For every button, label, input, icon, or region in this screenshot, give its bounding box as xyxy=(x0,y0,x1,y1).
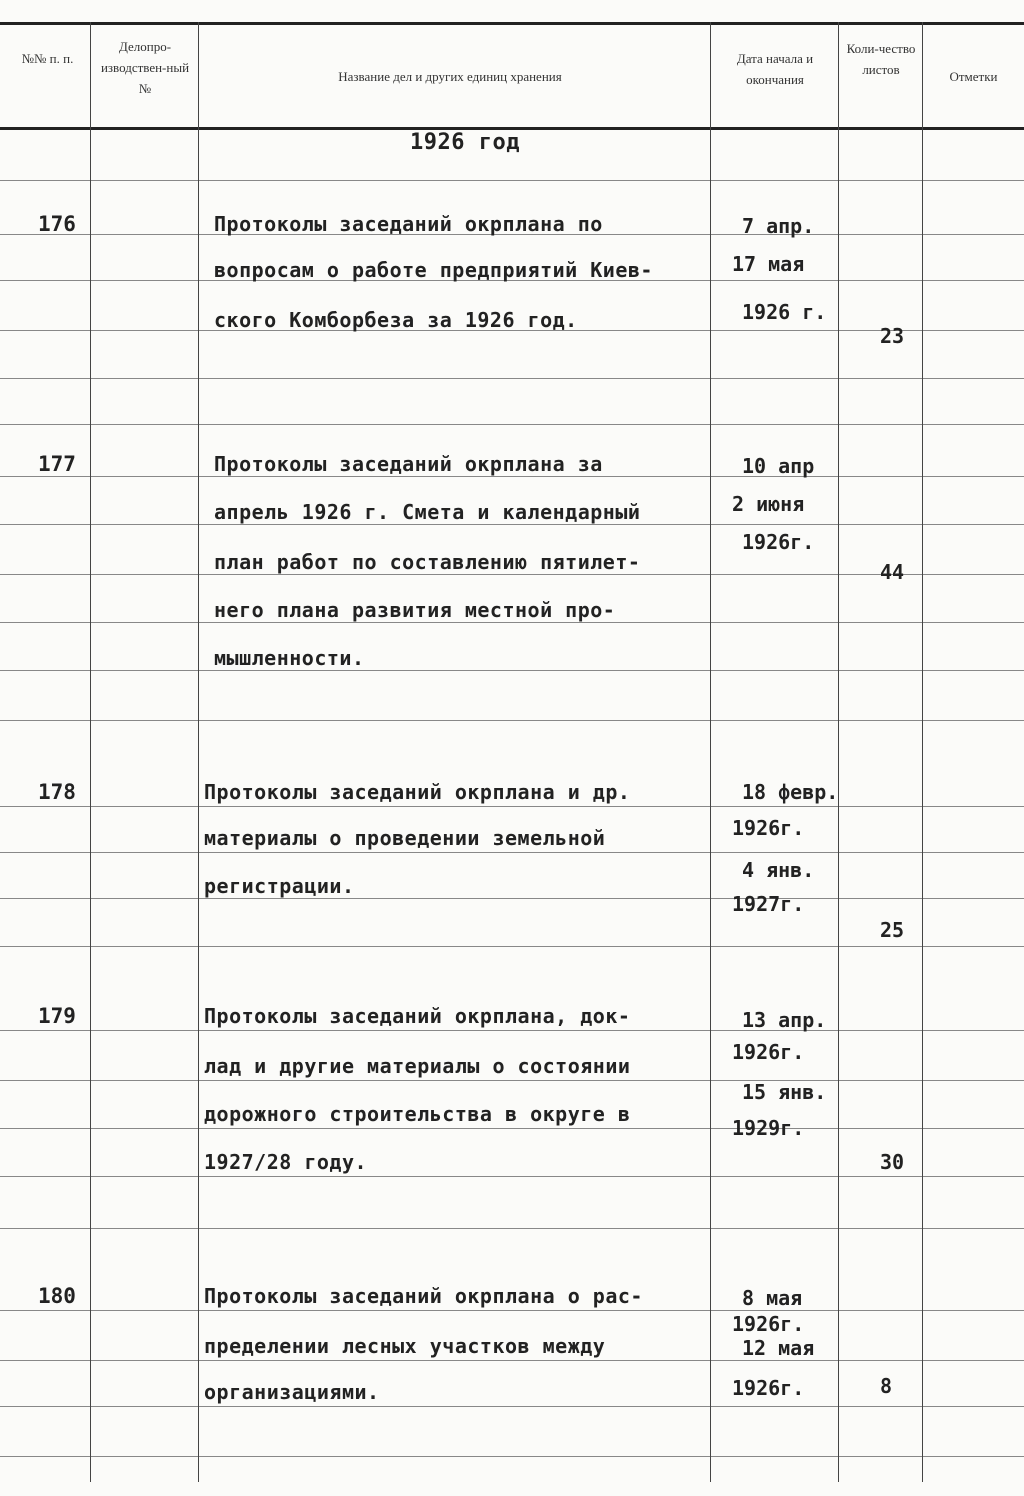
ruled-line xyxy=(0,1228,1024,1229)
header-number: №№ п. п. xyxy=(21,51,74,66)
top-rule xyxy=(0,22,1024,25)
entry-date: 1926г. xyxy=(732,1376,805,1400)
entry-date: 8 мая xyxy=(742,1286,803,1310)
ruled-line xyxy=(0,424,1024,425)
entry-date: 4 янв. xyxy=(742,858,815,882)
entry-title-line: мышленности. xyxy=(214,646,365,670)
ruled-line xyxy=(0,1310,1024,1311)
ruled-line xyxy=(0,1128,1024,1129)
ruled-line xyxy=(0,720,1024,721)
header-sheets: Коли-чество листов xyxy=(846,41,916,77)
entry-date: 7 апр. xyxy=(742,214,815,238)
entry-title-line: него плана развития местной про- xyxy=(214,598,616,622)
ruled-line xyxy=(0,1360,1024,1361)
entry-date: 12 мая xyxy=(742,1336,815,1360)
entry-title-line: материалы о проведении земельной xyxy=(204,826,606,850)
column-divider xyxy=(710,22,711,1482)
entry-sheet-count: 25 xyxy=(880,918,905,942)
entry-title-line: Протоколы заседаний окрплана за xyxy=(214,452,603,476)
entry-title-line: 1927/28 году. xyxy=(204,1150,368,1174)
entry-title-line: план работ по составлению пятилет- xyxy=(214,550,641,574)
entry-date: 13 апр. xyxy=(742,1008,827,1032)
ruled-line xyxy=(0,806,1024,807)
ruled-line xyxy=(0,898,1024,899)
entry-title-line: ского Комборбеза за 1926 год. xyxy=(214,308,578,332)
entry-date: 1926г. xyxy=(732,1312,805,1336)
entry-title-line: Протоколы заседаний окрплана и др. xyxy=(204,780,631,804)
entry-number: 178 xyxy=(38,780,76,804)
entry-title-line: Протоколы заседаний окрплана о рас- xyxy=(204,1284,643,1308)
ruled-line xyxy=(0,574,1024,575)
ruled-line xyxy=(0,670,1024,671)
ruled-line xyxy=(0,622,1024,623)
entry-number: 177 xyxy=(38,452,76,476)
header-notes: Отметки xyxy=(949,69,998,84)
entry-date: 18 февр. xyxy=(742,780,839,804)
entry-number: 179 xyxy=(38,1004,76,1028)
entry-sheet-count: 23 xyxy=(880,324,905,348)
ruled-line xyxy=(0,378,1024,379)
entry-sheet-count: 44 xyxy=(880,560,905,584)
ruled-line xyxy=(0,1080,1024,1081)
column-divider xyxy=(90,22,91,1482)
ruled-line xyxy=(0,946,1024,947)
entry-title-line: Протоколы заседаний окрплана по xyxy=(214,212,603,236)
ruled-line xyxy=(0,524,1024,525)
entry-date: 10 апр xyxy=(742,454,815,478)
header-office-number: Делопро-изводствен-ный № xyxy=(100,39,190,96)
entry-date: 1927г. xyxy=(732,892,805,916)
entry-title-line: организациями. xyxy=(204,1380,380,1404)
entry-title-line: апрель 1926 г. Смета и календарный xyxy=(214,500,641,524)
entry-title-line: вопросам о работе предприятий Киев- xyxy=(214,258,653,282)
entry-date: 17 мая xyxy=(732,252,805,276)
header-dates: Дата начала и окончания xyxy=(736,51,814,87)
column-divider xyxy=(198,22,199,1482)
ruled-line xyxy=(0,1406,1024,1407)
entry-title-line: пределении лесных участков между xyxy=(204,1334,606,1358)
entry-date: 1926г. xyxy=(732,1040,805,1064)
entry-date: 1929г. xyxy=(732,1116,805,1140)
entry-title-line: дорожного строительства в округе в xyxy=(204,1102,631,1126)
entry-date: 1926 г. xyxy=(742,300,827,324)
entry-title-line: регистрации. xyxy=(204,874,355,898)
ruled-line xyxy=(0,1176,1024,1177)
ruled-line xyxy=(0,852,1024,853)
entry-sheet-count: 8 xyxy=(880,1374,893,1398)
entry-number: 180 xyxy=(38,1284,76,1308)
entry-date: 2 июня xyxy=(732,492,805,516)
ruled-line xyxy=(0,1456,1024,1457)
entry-sheet-count: 30 xyxy=(880,1150,905,1174)
entry-date: 15 янв. xyxy=(742,1080,827,1104)
ruled-line xyxy=(0,180,1024,181)
entry-date: 1926г. xyxy=(732,816,805,840)
entry-date: 1926г. xyxy=(742,530,815,554)
entry-title-line: Протоколы заседаний окрплана, док- xyxy=(204,1004,631,1028)
section-title: 1926 год xyxy=(410,130,520,155)
ruled-line xyxy=(0,476,1024,477)
entry-title-line: лад и другие материалы о состоянии xyxy=(204,1054,631,1078)
column-divider xyxy=(838,22,839,1482)
entry-number: 176 xyxy=(38,212,76,236)
header-title: Название дел и других единиц хранения xyxy=(338,69,562,84)
column-divider xyxy=(922,22,923,1482)
ruled-line xyxy=(0,1030,1024,1031)
